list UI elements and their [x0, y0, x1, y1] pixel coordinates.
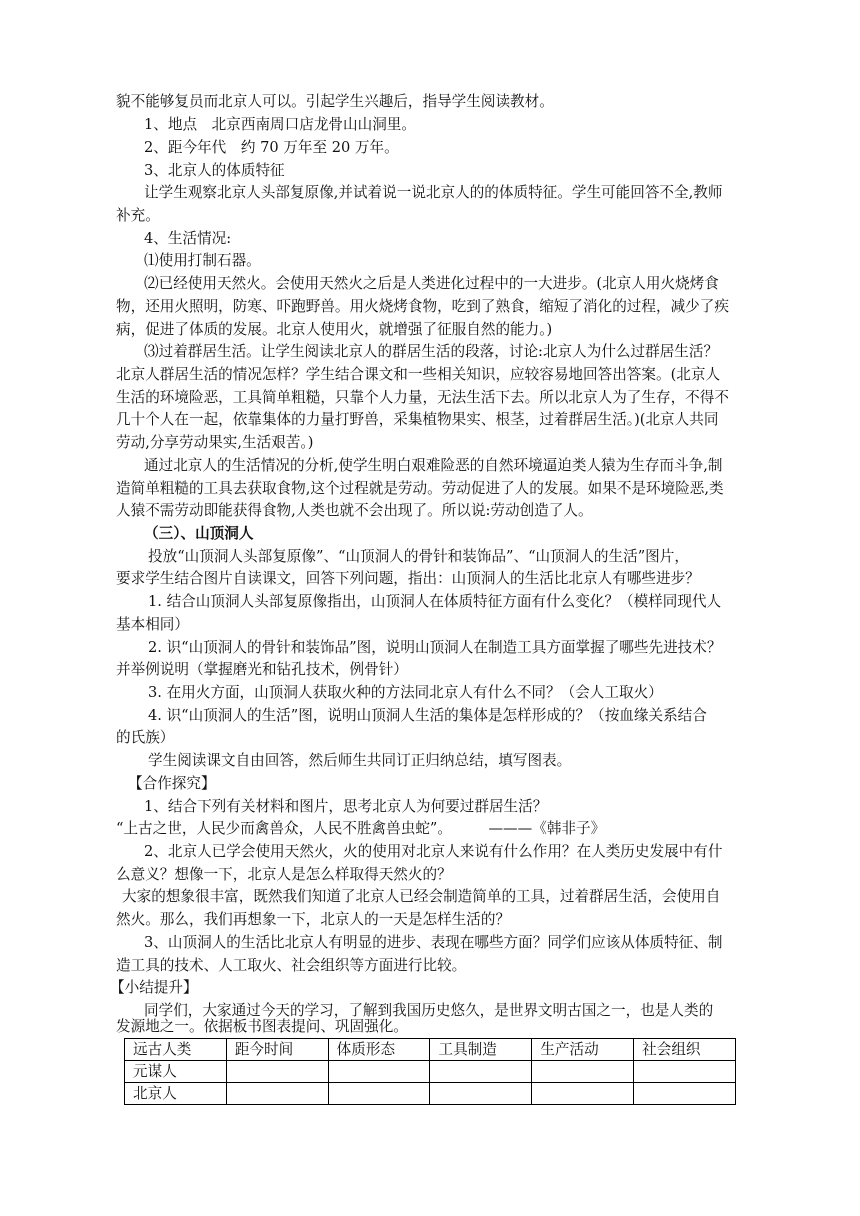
text-line: ⑴使用打制石器。 — [144, 252, 261, 269]
text-line: 1、地点 北京西南周口店龙骨山山洞里。 — [144, 116, 416, 133]
table-row — [125, 1061, 736, 1083]
section-heading: 【合作探究】 — [128, 775, 216, 792]
table-cell — [430, 1083, 532, 1105]
section-heading: 【小结提升】 — [110, 979, 198, 996]
text-line: 的氏族） — [116, 729, 175, 746]
text-line: 同学们，大家通过今天的学习，了解到我国历史悠久，是世界文明古国之一，也是人类的 — [144, 1002, 714, 1019]
text-line: ⑵已经使用天然火。会使用天然火之后是人类进化过程中的一大进步。(北京人用火烧烤食 — [144, 275, 719, 292]
text-line: 1. 结合山顶洞人头部复原像指出，山顶洞人在体质特征方面有什么变化？（模样同现代人 — [148, 593, 722, 610]
text-line: 补充。 — [116, 207, 160, 224]
table-cell: 元谋人 — [125, 1061, 227, 1083]
text-line: 4. 识“山顶洞人的生活”图，说明山顶洞人生活的集体是怎样形成的？（按血缘关系结合 — [148, 707, 707, 724]
text-line: 劳动,分享劳动果实,生活艰苦。) — [116, 434, 314, 451]
text-line: 人猿不需劳动即能获得食物,人类也就不会出现了。所以说:劳动创造了人。 — [116, 502, 593, 519]
table-cell — [226, 1061, 328, 1083]
table-header-cell: 社会组织 — [634, 1039, 736, 1061]
table-header-cell: 距今时间 — [226, 1039, 328, 1061]
text-line: 投放“山顶洞人头部复原像”、“山顶洞人的骨针和装饰品”、“山顶洞人的生活”图片， — [148, 548, 689, 565]
text-line: 造简单粗糙的工具去获取食物,这个过程就是劳动。劳动促进了人的发展。如果不是环境险恶,类 — [116, 480, 724, 497]
text-line: 造工具的技术、人工取火、社会组织等方面进行比较。 — [116, 957, 467, 974]
text-line: 生活的环境险恶，工具简单粗糙，只靠个人力量，无法生活下去。所以北京人为了生存，不得不 — [116, 389, 729, 406]
text-line: 通过北京人的生活情况的分析,使学生明白艰难险恶的自然环境逼迫类人猿为生存而斗争,制 — [144, 457, 723, 474]
section-heading: （三）、山顶洞人 — [144, 525, 254, 542]
text-line: 让学生观察北京人头部复原像,并试着说一说北京人的的体质特征。学生可能回答不全,教师 — [144, 184, 723, 201]
text-line: 么意义？想像一下，北京人是怎么样取得天然火的？ — [116, 866, 452, 883]
table-cell — [430, 1061, 532, 1083]
table-cell — [532, 1061, 634, 1083]
text-line: 基本相同） — [116, 616, 189, 633]
table-header-cell: 生产活动 — [532, 1039, 634, 1061]
table-cell — [328, 1061, 430, 1083]
text-line: 几十个人在一起，依靠集体的力量打野兽，采集植物果实、根茎，过着群居生活。)(北京人共同 — [116, 411, 719, 428]
text-line: 1、结合下列有关材料和图片，思考北京人为何要过群居生活？ — [144, 798, 548, 815]
table-cell: 北京人 — [125, 1083, 227, 1105]
text-line: 北京人群居生活的情况怎样？学生结合课文和一些相关知识，应较容易地回答出答案。(北京人 — [116, 366, 721, 383]
text-line: ⑶过着群居生活。让学生阅读北京人的群居生活的段落，讨论:北京人为什么过群居生活？ — [144, 343, 719, 360]
quote-line: “上古之世，人民少而禽兽众，人民不胜禽兽虫蛇”。 ———《韩非子》 — [116, 820, 606, 837]
table-header-cell: 远古人类 — [125, 1039, 227, 1061]
text-line: 病，促进了体质的发展。北京人使用火，就增强了征服自然的能力。) — [116, 321, 553, 338]
text-line: 3. 在用火方面，山顶洞人获取火种的方法同北京人有什么不同？（会人工取火） — [148, 684, 663, 701]
table-header-row — [125, 1039, 736, 1061]
text-line: 4、生活情况: — [144, 230, 232, 247]
table-row — [125, 1083, 736, 1105]
table-header-cell: 体质形态 — [328, 1039, 430, 1061]
summary-table — [124, 1038, 736, 1105]
text-line: 并举例说明（掌握磨光和钻孔技术，例骨针） — [116, 661, 408, 678]
table-header-cell: 工具制造 — [430, 1039, 532, 1061]
table-cell — [226, 1083, 328, 1105]
text-line: 3、北京人的体质特征 — [144, 162, 285, 179]
text-line: 大家的想象很丰富，既然我们知道了北京人已经会制造简单的工具，过着群居生活，会使用自 — [122, 888, 721, 905]
table-cell — [532, 1083, 634, 1105]
text-line: 2、距今年代 约 70 万年至 20 万年。 — [144, 139, 399, 156]
table-cell — [328, 1083, 430, 1105]
text-line: 3、山顶洞人的生活比北京人有明显的进步、表现在哪些方面？同学们应该从体质特征、制 — [144, 934, 723, 951]
text-line: 物，还用火照明，防寒、吓跑野兽。用火烧烤食物，吃到了熟食，缩短了消化的过程，减少了疾 — [116, 298, 729, 315]
text-line: 学生阅读课文自由回答，然后师生共同订正归纳总结，填写图表。 — [148, 752, 572, 769]
text-line: 2、北京人已学会使用天然火，火的使用对北京人来说有什么作用？在人类历史发展中有什 — [144, 843, 723, 860]
text-line: 2. 识“山顶洞人的骨针和装饰品”图，说明山顶洞人在制造工具方面掌握了哪些先进技术？ — [148, 639, 722, 656]
table-cell — [634, 1083, 736, 1105]
text-line: 发源地之一。依据板书图表提问、巩固强化。 — [116, 1018, 408, 1035]
text-line: 然火。那么，我们再想象一下，北京人的一天是怎样生活的？ — [116, 911, 511, 928]
text-line: 貌不能够复员而北京人可以。引起学生兴趣后，指导学生阅读教材。 — [116, 93, 554, 110]
table-cell — [634, 1061, 736, 1083]
text-line: 要求学生结合图片自读课文，回答下列问题，指出：山顶洞人的生活比北京人有哪些进步？ — [116, 570, 700, 587]
